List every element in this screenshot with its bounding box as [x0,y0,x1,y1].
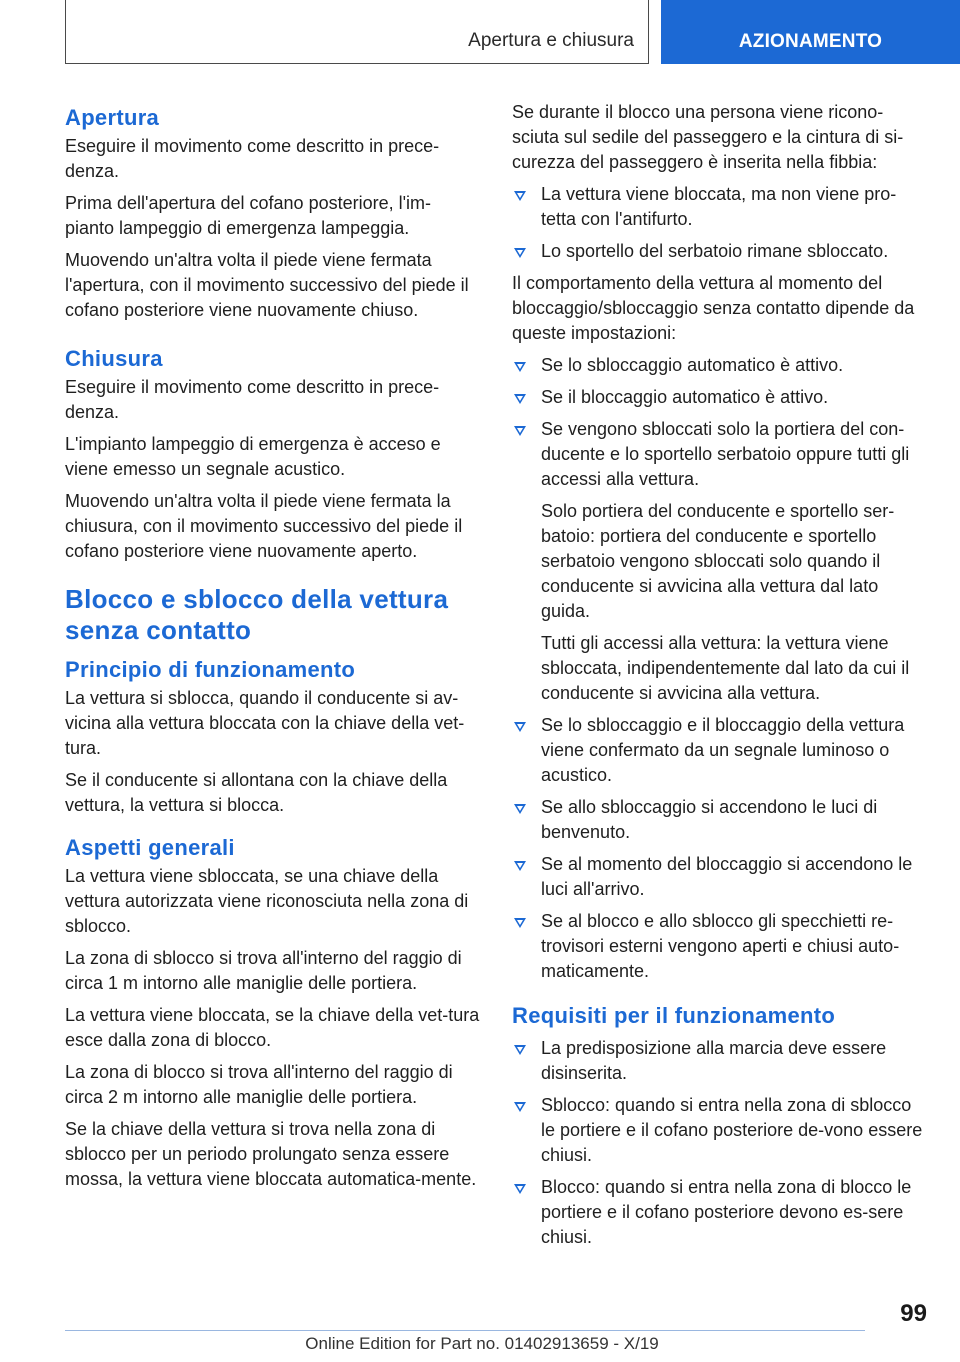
heading-chiusura: Chiusura [65,346,163,371]
bullet-list [512,1036,928,1250]
list-item: La predisposizione alla marcia deve essere disinserita. [512,1036,928,1086]
triangle-bullet-icon [514,1184,526,1194]
triangle-bullet-icon [514,1045,526,1055]
heading-requisiti: Requisiti per il funzionamento [512,1003,836,1028]
paragraph: Se la chiave della vettura si trova nella zona di sblocco per un periodo prolungato senza essere mossa, la vettura viene bloccata automatica-mente. [65,1119,477,1189]
header-chapter-tab: AZIONAMENTO [661,0,960,64]
paragraph: Eseguire il movimento come descritto in prece-denza. [65,377,440,422]
paragraph: Prima dell'apertura del cofano posteriore, l'im-pianto lampeggio di emergenza lampeggia. [65,193,432,238]
paragraph: L'impianto lampeggio di emergenza è acceso e viene emesso un segnale acustico. [65,434,441,479]
paragraph: La zona di sblocco si trova all'interno del raggio di circa 1 m intorno alle maniglie delle portiera. [65,948,462,993]
triangle-bullet-icon [514,426,526,436]
triangle-bullet-icon [514,918,526,928]
list-item: Se allo sbloccaggio si accendono le luci di benvenuto. [512,795,928,845]
triangle-bullet-icon [514,1102,526,1112]
paragraph: Muovendo un'altra volta il piede viene fermata la chiusura, con il movimento successivo del piede il cofano posteriore viene nuovamente aperto. [65,491,463,561]
bullet-list [512,182,928,264]
triangle-bullet-icon [514,394,526,404]
triangle-bullet-icon [514,248,526,258]
list-item: Lo sportello del serbatoio rimane sbloccato. [512,239,928,264]
footer-divider [65,1330,865,1331]
page-header [0,0,960,66]
list-item: Se al blocco e allo sblocco gli specchietti re-trovisori esterni vengono aperti e chiusi auto-maticamente. [512,909,928,984]
bullet-list [512,713,928,984]
heading-blocco-sblocco: Blocco e sblocco della vettura senza contatto [65,584,449,645]
header-section-title: Apertura e chiusura [468,30,634,51]
paragraph: La vettura viene bloccata, se la chiave della vet-tura esce dalla zona di blocco. [65,1005,480,1050]
list-item: Se al momento del bloccaggio si accendono le luci all'arrivo. [512,852,928,902]
triangle-bullet-icon [514,861,526,871]
triangle-bullet-icon [514,362,526,372]
paragraph: Se durante il blocco una persona viene ricono-sciuta sul sedile del passeggero e la cintura di si-curezza del passeggero è inserita nella fibbia: [512,102,904,172]
paragraph: Se il conducente si allontana con la chiave della vettura, la vettura si blocca. [65,770,448,815]
paragraph: Eseguire il movimento come descritto in prece-denza. [65,136,440,181]
left-column [65,100,480,1199]
right-column [512,100,928,1257]
page-number: 99 [900,1300,927,1327]
bullet-list [512,353,928,492]
paragraph: Il comportamento della vettura al momento del bloccaggio/sbloccaggio senza contatto dipende da queste impostazioni: [512,273,915,343]
heading-apertura: Apertura [65,105,160,130]
list-item: Se lo sbloccaggio automatico è attivo. [512,353,928,378]
header-section-box [65,0,649,64]
sub-paragraph: Solo portiera del conducente e sportello ser-batoio: portiera del conducente e sportello serbatoio vengono sbloccati solo quando il conducente si avvicina alla vettura dal lato guida. [541,501,895,621]
triangle-bullet-icon [514,804,526,814]
sub-paragraph: Tutti gli accessi alla vettura: la vettura viene sbloccata, indipendentemente dal lato da cui il conducente si avvicina alla vettura. [541,633,910,703]
list-item: La vettura viene bloccata, ma non viene pro-tetta con l'antifurto. [512,182,928,232]
paragraph: La vettura viene sbloccata, se una chiave della vettura autorizzata viene riconosciuta nella zona di sblocco. [65,866,469,936]
list-item: Blocco: quando si entra nella zona di blocco le portiere e il cofano posteriore devono es-sere chiusi. [512,1175,928,1250]
paragraph: La zona di blocco si trova all'interno del raggio di circa 2 m intorno alle maniglie delle portiera. [65,1062,453,1107]
paragraph: Muovendo un'altra volta il piede viene fermata l'apertura, con il movimento successivo del piede il cofano posteriore viene nuovamente chiuso. [65,250,469,320]
footer-edition: Online Edition for Part no. 01402913659 - X/19 [305,1334,659,1353]
heading-principio: Principio di funzionamento [65,657,356,682]
list-item: Se lo sbloccaggio e il bloccaggio della vettura viene confermato da un segnale luminoso o acustico. [512,713,928,788]
triangle-bullet-icon [514,722,526,732]
triangle-bullet-icon [514,191,526,201]
list-item: Sblocco: quando si entra nella zona di sblocco le portiere e il cofano posteriore de-vono essere chiusi. [512,1093,928,1168]
list-item: Se il bloccaggio automatico è attivo. [512,385,928,410]
list-item: Se vengono sbloccati solo la portiera del con-ducente e lo sportello serbatoio oppure tutti gli accessi alla vettura. [512,417,928,492]
paragraph: La vettura si sblocca, quando il conducente si av-vicina alla vettura bloccata con la chiave della vet-tura. [65,688,465,758]
heading-aspetti-generali: Aspetti generali [65,835,235,860]
